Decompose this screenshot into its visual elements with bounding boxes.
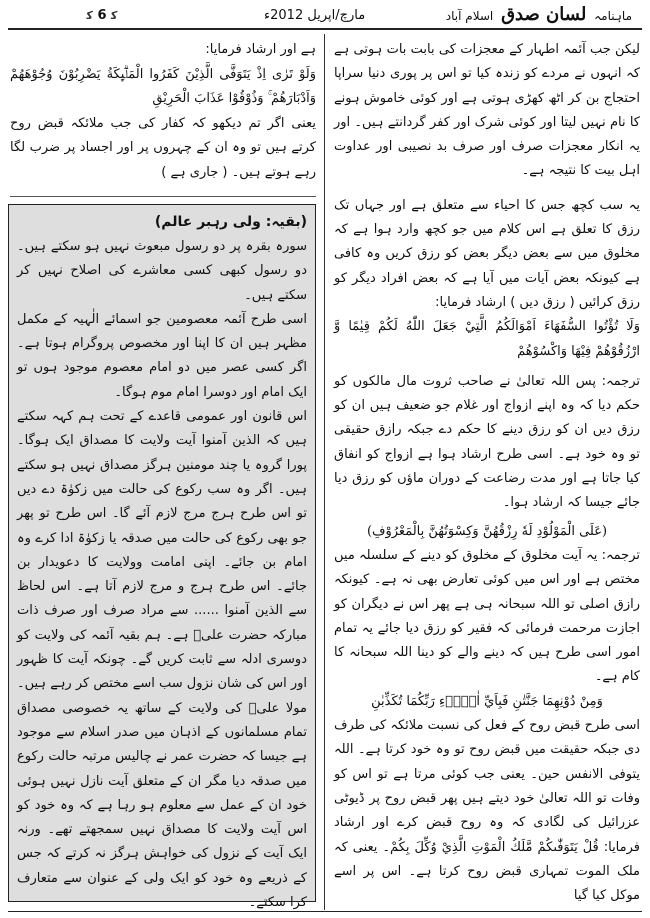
quran-verse: (عَلَى الْمَوْلُوْدِ لَهٗ رِزْقُهُنَّ وَكِسْوَتُهُنَّ بِالْمَعْرُوْفِ) xyxy=(366,523,608,539)
box-paragraph: سورہ بقرہ پر دو رسول مبعوث نہیں ہو سکتے ہیں۔ دو رسول کبھی کسی معاشرے کی اصلاح نہیں کر سکتے ہیں۔ xyxy=(17,239,307,303)
translation-paragraph: ترجمہ: پس اللہ تعالیٰ نے صاحب ثروت مال مالکوں کو حکم دیا کہ وہ اپنے ازواج اور غلام جو ضعیف ہیں ان کو رزق دیں ان کو رزق دینے کا حکم دے جبکہ رازق حقیقی تو وہ خود ہے۔ اسی طرح ارشاد ہوا ہے ازواج کو انفاق کیا جاتا ہے اور مدت رضاعت کے دوران ماؤں کو رزق دیا جائے جیسا کہ ارشاد ہوا۔ xyxy=(334,373,640,511)
translation-paragraph: ترجمہ: یہ آیت مخلوق کے مخلوق کو دینے کے سلسلہ میں مختص ہے اور اس میں کوئی تعارض بھی نہ ہے۔ کیونکہ رازق اصلی تو اللہ سبحانہ ہی ہے پھر اس نے دیگران کو اجازت مرحمت فرمائی کہ فقیر کو رزق دیا جائے یہ تمام امور اسی طرح ہیں کہ دینے والے کو دینا اللہ سبحانہ کا کام ہے۔ xyxy=(334,547,640,685)
page-header xyxy=(8,4,642,30)
page-ornament-right: ﮐ xyxy=(86,9,93,22)
page-ornament-left: ﮐ xyxy=(111,9,118,22)
page-number: 6 xyxy=(97,8,107,23)
left-column-continuation xyxy=(10,38,316,185)
column-divider xyxy=(324,34,325,910)
paragraph: اسی طرح قبض روح کے فعل کی نسبت ملائکہ کی طرف دی جبکہ حقیقت میں قبض روح تو وہ خود کرتا ہے۔ اللہ یتوفی الانفس حین۔ یعنی جب کوئی مرتا ہے تو اس کو وفات تو اللہ تعالیٰ خود دیتے ہیں پھر قبض روح پر ڈیوٹی عزرائیل کی لگادی کہ وہ روح قبض کرے اور ارشاد فرمایا: قُلْ يَتَوَفّٰىكُمْ مَّلَكُ الْمَوْتِ الَّذِيْ وُكِّلَ بِكُمْ۔ یعنی کہ ملک الموت تمہاری قبض روح کرتا ہے۔ اس پر اسے موکل کیا گیا xyxy=(334,718,640,904)
paragraph: ہے اور ارشاد فرمایا: xyxy=(205,42,316,57)
paragraph: یہ سب کچھ جس کا احیاء سے متعلق ہے اور جہاں تک رزق کا تعلق ہے اس کلام میں جو کچھ وارد ہوا ہے کہ مخلوق میں سے بعض دیگر بعض کو رزق کریں وہ کافی ہے کیونکہ بعض آیات میں آیا ہے کہ بعض افراد دیگر کو رزق کرائیں ( رزق دیں ) ارشاد فرمایا: xyxy=(334,197,640,310)
box-title: (بقیہ: ولی رہبر عالم) xyxy=(154,214,307,230)
header-rule xyxy=(8,28,642,30)
issue-date: مارچ/اپریل 2012ء xyxy=(264,8,366,23)
masthead-city: اسلام آباد xyxy=(445,9,494,23)
quran-verse: وَلَا تُؤْتُوا السُّفَهَاءَ اَمْوَالَكُمُ الَّتِيْ جَعَلَ اللّٰهُ لَكُمْ قِيٰمًا وَّ ارْزُقُوْهُمْ فِيْهَا وَاكْسُوْهُمْ xyxy=(334,319,640,359)
box-paragraph: اسی طرح آئمہ معصومین جو اسمائے الٰہیہ کے مکمل مظہر ہیں ان کا اپنا اور مخصوص پروگرام ہوتا ہے۔ اگر کسی عصر میں دو امام معصوم موجود ہوں تو ایک امام اور دوسرا امام موم ہوگا۔ xyxy=(17,311,307,400)
paragraph: یعنی اگر تم دیکھو کہ کفار کی جب ملائکہ قبض روح کرتے ہیں تو وہ ان کے چہروں پر اور اجساد پر ضرب لگا رہے ہوتے ہیں۔ ( جاری ہے ) xyxy=(10,115,316,180)
masthead-title: لسان صدق xyxy=(501,4,587,25)
paragraph: لیکن جب آئمہ اطہار کے معجزات کی بابت بات ہوتی ہے کہ انہوں نے مردے کو زندہ کیا تو اس پر پوری دنیا سراپا احتجاج بن کر اٹھ کھڑی ہوتی ہے اور کوئی خاموش ہونے کا نام نہیں لیتا اور کوئی شرک اور کفر گردانتے ہیں۔ اور یہ انکار معجزات صرف اور صرف بد نصیبی اور عداوت اہل بیت کا نتیجہ ہے۔ xyxy=(334,42,640,179)
quran-verse: وَمِنْ دُوْنِهِمَا جَنَّتٰنِ فَبِاَيِّ اٰلَاۗءِ رَبِّكُمَا تُكَذِّبٰنِ xyxy=(371,693,603,709)
masthead xyxy=(446,4,632,27)
masthead-prefix: ماہنامہ xyxy=(594,9,632,23)
page-number-box xyxy=(74,6,130,26)
box-paragraph: اس قانون اور عمومی قاعدے کے تحت ہم کہہ سکتے ہیں کہ الذین آمنوا آیت ولایت کا مصداق ایک ہوگا۔ پورا گروہ یا چند مومنین ہرگز مصداق نہیں ہو سکتے ہیں۔ اگر وہ سب رکوع کی حالت میں زکوٰۃ دے دیں تو اس طرح ہرج مرج لازم آئے گا۔ اس طرح تو پھر جو بھی رکوع کی حالت میں صدقہ یا زکوٰۃ ادا کرے وہ امام بن جائے۔ اپنی امامت وولایت کا دعویدار بن جائے۔ اس طرح ہرج و مرج لازم آتا ہے۔ اس لحاظ سے الذین آمنوا ...... سے مراد صرف اور صرف ذات مبارکہ حضرت علیؑ ہے۔ ہم بقیہ آئمہ کی ولایت کو دوسری ادلہ سے ثابت کریں گے۔ چونکہ آیت کا ظہور اور اس کی شان نزول سب اسے مختص کر رہے ہیں۔ مولا علیؑ کی ولایت کے ساتھ یہ خصوصی مصداق تمام مسلمانوں کے اذہان میں صدر اسلام سے موجود ہے جیسا کہ حضرت عمر نے چالیس مرتبہ حالت رکوع میں صدقہ دیا مگر ان کے متعلق آیت نازل نہیں ہوئی خود ان کے عمل سے معلوم ہو رہا ہے کہ وہ خود کو اس آیت ولایت کا مصداق نہیں سمجھتے تھے۔ ورنہ ایک آیت کے نزول کی خواہش ہرگز نہ کرتے کہ جس کے ذریعے وہ خود کو ایک ولی کے عنوان سے متعارف کرا سکتے۔ xyxy=(17,409,307,911)
footer-rule xyxy=(8,911,642,912)
right-column xyxy=(334,38,640,908)
quran-verse: وَلَوْ تَرٰى اِذْ يَتَوَفَّى الَّذِيْنَ كَفَرُوا الْمَلٰۗىِٕكَةُ يَضْرِبُوْنَ وُجُوْهَهُمْ وَاَدْبَارَهُمْ ۚ وَذُوْقُوْا عَذَابَ الْحَرِيْقِ xyxy=(10,66,316,106)
continuation-box xyxy=(8,204,316,911)
section-rule xyxy=(10,196,316,197)
